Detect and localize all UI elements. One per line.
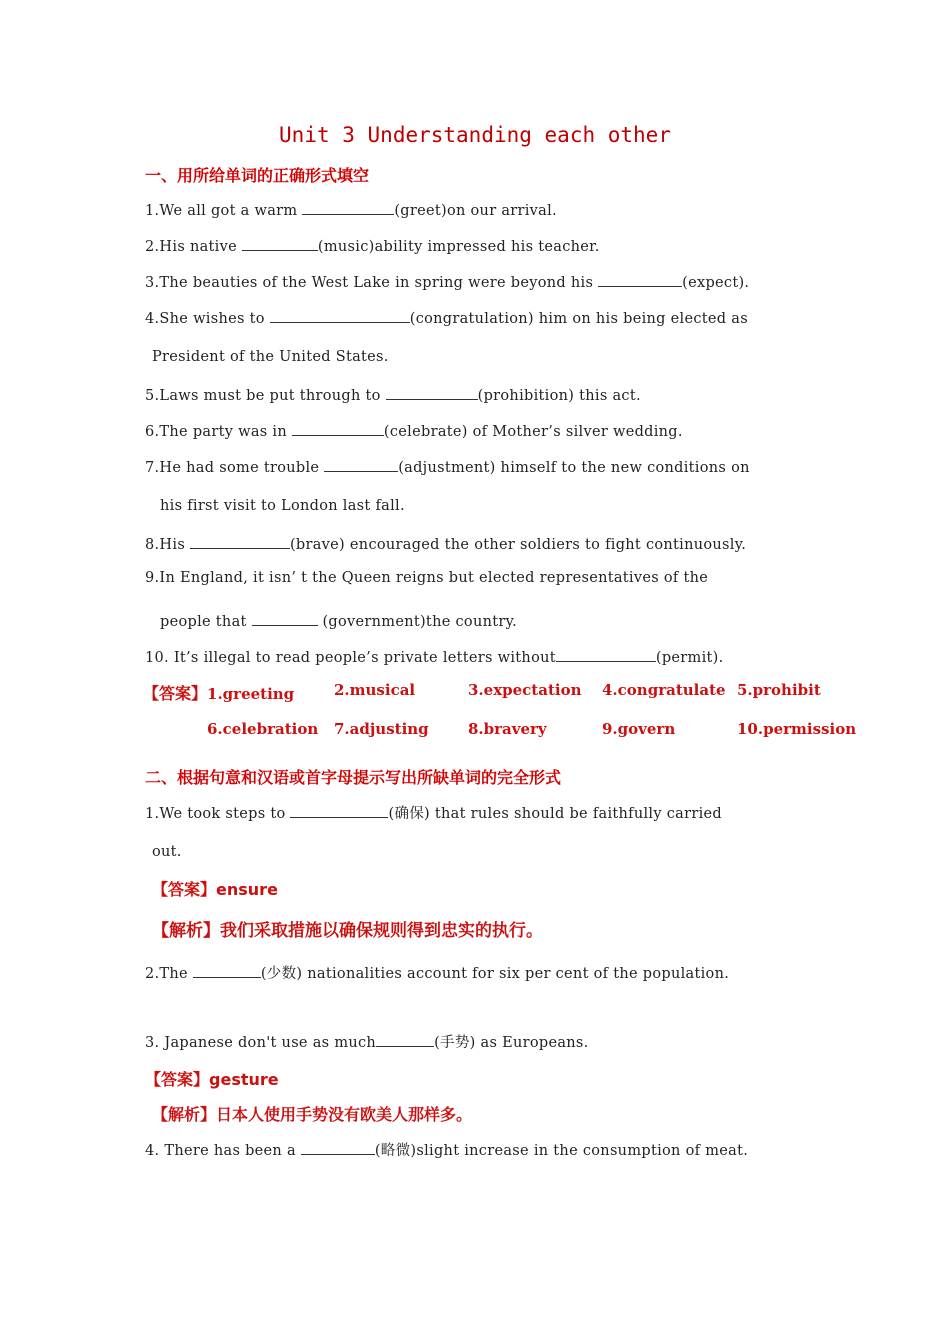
answer-8: 8.bravery (468, 720, 547, 738)
answer-9: 9.govern (602, 720, 676, 738)
answer-blank[interactable] (324, 457, 398, 472)
page-title: Unit 3 Understanding each other (279, 123, 671, 147)
exercise-1-9: 9.In England, it isn’ t the Queen reigns but elected representatives of the (145, 570, 709, 586)
answer-blank[interactable] (376, 1032, 434, 1047)
answer-7: 7.adjusting (334, 720, 429, 738)
section2-heading: 二、根据句意和汉语或首字母提示写出所缺单词的完全形式 (145, 768, 562, 787)
answer-blank[interactable] (292, 421, 384, 436)
exercise-2-1: 1.We took steps to (确保) that rules should be faithfully carried (145, 802, 810, 823)
answer-blank[interactable] (302, 200, 394, 215)
answer-blank[interactable] (301, 1140, 375, 1155)
answer-blank[interactable] (598, 272, 682, 287)
section1-heading: 一、用所给单词的正确形式填空 (145, 166, 370, 185)
answer-blank[interactable] (252, 611, 318, 626)
answer-3: 3.expectation (468, 681, 582, 699)
answer-6: 6.celebration (207, 720, 319, 738)
exercise-1-2: 2.His native (music)ability impressed his teacher. (145, 236, 810, 255)
answer-blank[interactable] (193, 963, 261, 978)
exercise-1-3: 3.The beauties of the West Lake in spring were beyond his (expect). (145, 272, 810, 291)
answer-blank[interactable] (386, 385, 478, 400)
exercise-1-7-continued: his first visit to London last fall. (160, 498, 405, 514)
answer-blank[interactable] (556, 647, 656, 662)
answer-key-row1: 【答案】1.greeting (143, 684, 295, 703)
exercise-2-1-continued: out. (152, 844, 182, 860)
exercise-2-4: 4. There has been a (略微)slight increase in the consumption of meat. (145, 1139, 810, 1160)
exercise-1-6: 6.The party was in (celebrate) of Mother’s silver wedding. (145, 421, 810, 440)
answer-blank[interactable] (270, 308, 410, 323)
explanation-2-1: 【解析】我们采取措施以确保规则得到忠实的执行。 (152, 921, 543, 941)
explanation-2-3: 【解析】日本人使用手势没有欧美人那样多。 (152, 1105, 473, 1124)
exercise-1-9-continued: people that (government)the country. (160, 611, 825, 630)
answer-10: 10.permission (737, 720, 857, 738)
exercise-1-4-continued: President of the United States. (152, 349, 389, 365)
answer-2-3: 【答案】gesture (145, 1070, 279, 1089)
exercise-1-7: 7.He had some trouble (adjustment) himself to the new conditions on (145, 457, 810, 476)
exercise-1-8: 8.His (brave) encouraged the other soldiers to fight continuously. (145, 534, 810, 553)
exercise-2-3: 3. Japanese don't use as much (手势) as Europeans. (145, 1031, 810, 1052)
answer-2: 2.musical (334, 681, 416, 699)
exercise-1-10: 10. It’s illegal to read people’s private letters without (permit). (145, 647, 810, 666)
exercise-1-1: 1.We all got a warm (greet)on our arrival. (145, 200, 810, 219)
exercise-1-4: 4.She wishes to (congratulation) him on his being elected as (145, 308, 810, 327)
exercise-1-5: 5.Laws must be put through to (prohibition) this act. (145, 385, 810, 404)
answer-blank[interactable] (242, 236, 318, 251)
exercise-2-2: 2.The (少数) nationalities account for six per cent of the population. (145, 962, 810, 983)
answer-blank[interactable] (290, 803, 388, 818)
answer-5: 5.prohibit (737, 681, 821, 699)
answer-blank[interactable] (190, 534, 290, 549)
answer-4: 4.congratulate (602, 681, 726, 699)
answer-2-1: 【答案】ensure (152, 880, 278, 899)
